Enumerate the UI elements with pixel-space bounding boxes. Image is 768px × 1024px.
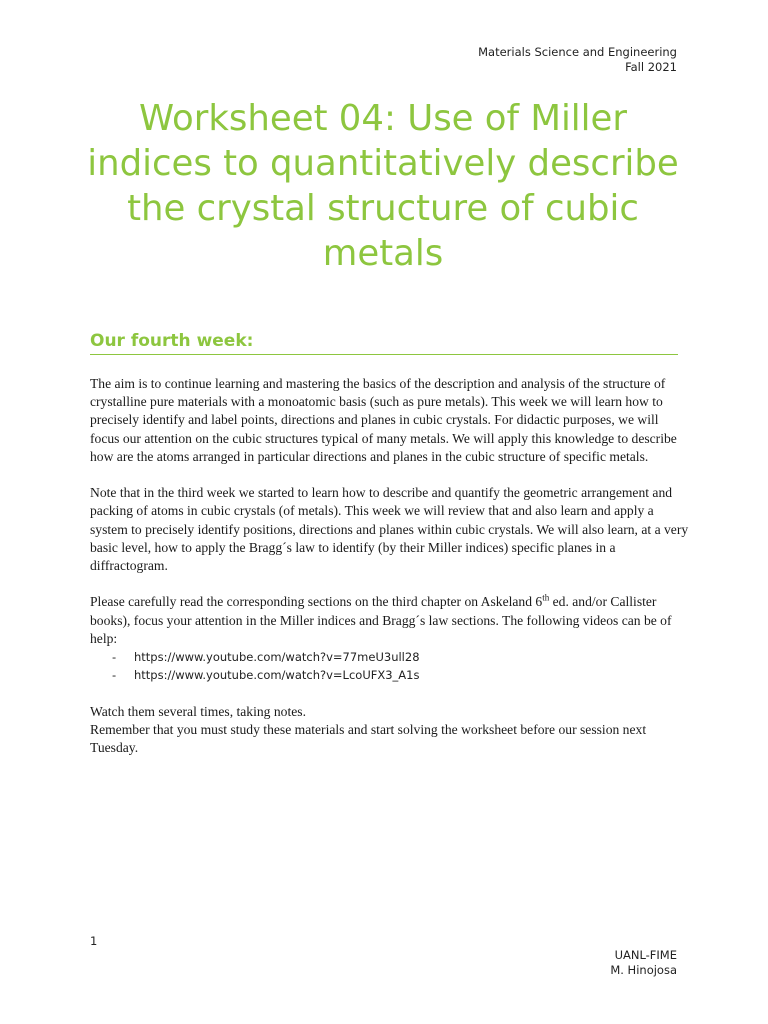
footer-institution: UANL-FIME <box>614 948 677 962</box>
page-footer <box>610 948 677 978</box>
page-header <box>478 45 677 75</box>
list-item <box>90 666 690 684</box>
paragraph-aim: The aim is to continue learning and mastering the basics of the description and analysis of the structure of crystalline pure materials with a monoatomic basis (such as pure metals). This week we will learn how to precisely identify and label points, directions and planes in cubic crystals. For didactic purposes, we will focus our attention on the cubic structures typical of many metals. We will apply this knowledge to describe how are the atoms arranged in particular directions and planes in the cubic structure of specific metals. <box>90 376 677 464</box>
video-links-list <box>90 648 690 684</box>
reading-text-2: ed. and/or Callister books), focus your attention in the Miller indices and Bragg´s law sections. The following videos can be of help: <box>90 594 672 646</box>
list-item <box>90 648 690 666</box>
reading-text-1: Please carefully read the corresponding sections on the third chapter on Askeland 6 <box>90 594 543 610</box>
list-bullet: - <box>112 668 117 683</box>
reading-superscript: th <box>542 592 550 603</box>
closing-line-2: Remember that you must study these materials and start solving the worksheet before our session next Tuesday. <box>90 721 647 756</box>
body-text <box>90 375 690 757</box>
paragraph-reading <box>90 593 690 648</box>
paragraph-review: Note that in the third week we started to learn how to describe and quantify the geometric arrangement and packing of atoms in cubic crystals (of metals). This week we will review that and also learn and apply a system to precisely identify positions, directions and planes within cubic crystals. We will also learn, at a very basic level, how to apply the Bragg´s law to identify (by their Miller indices) specific planes in a diffractogram. <box>90 485 689 574</box>
header-department: Materials Science and Engineering <box>478 45 677 59</box>
section-heading: Our fourth week: <box>90 330 678 355</box>
list-bullet: - <box>112 650 117 665</box>
video-link-2[interactable]: https://www.youtube.com/watch?v=LcoUFX3_A1s <box>134 668 420 683</box>
page-number: 1 <box>90 934 98 948</box>
worksheet-title: Worksheet 04: Use of Miller indices to quantitatively describe the crystal structure of cubic metals <box>87 98 679 274</box>
header-term: Fall 2021 <box>625 60 677 74</box>
closing-line-1: Watch them several times, taking notes. <box>90 703 306 719</box>
footer-author: M. Hinojosa <box>610 963 677 977</box>
video-link-1[interactable]: https://www.youtube.com/watch?v=77meU3ull28 <box>134 650 420 665</box>
